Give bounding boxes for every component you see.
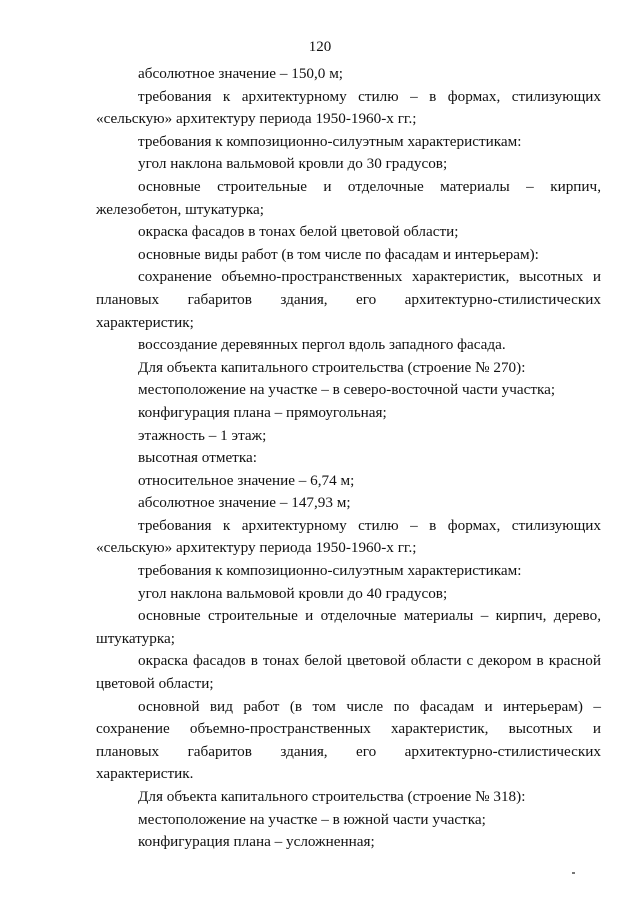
- paragraph: конфигурация плана – прямоугольная;: [138, 403, 387, 421]
- paragraph: местоположение на участке – в северо-восточной части участка;: [138, 381, 556, 399]
- paragraph: окраска фасадов в тонах белой цветовой области с декором в красной цветовой области;: [96, 652, 601, 693]
- paragraph: угол наклона вальмовой кровли до 30 градусов;: [138, 155, 448, 173]
- paragraph: требования к композиционно-силуэтным характеристикам:: [138, 132, 522, 150]
- paragraph: основные виды работ (в том числе по фасадам и интерьерам):: [138, 245, 539, 263]
- paragraph: местоположение на участке – в южной части участка;: [138, 810, 486, 828]
- paragraph: этажность – 1 этаж;: [138, 426, 267, 444]
- paragraph: Для объекта капитального строительства (строение № 318):: [138, 788, 526, 805]
- paragraph: окраска фасадов в тонах белой цветовой области;: [138, 223, 459, 241]
- page-number: 120: [308, 39, 332, 55]
- paragraph: Для объекта капитального строительства (строение № 270):: [138, 358, 526, 376]
- paragraph: воссоздание деревянных пергол вдоль западного фасада.: [138, 336, 506, 354]
- paragraph: абсолютное значение – 147,93 м;: [138, 494, 351, 512]
- paragraph: основной вид работ (в том числе по фасадам и интерьерам) – сохранение объемно-пространственных характеристик, высотных и плановых габаритов здания, его архитектурно-стилистических характеристик.: [96, 697, 601, 783]
- paragraph: конфигурация плана – усложненная;: [138, 833, 375, 851]
- paragraph: основные строительные и отделочные материалы – кирпич, дерево, штукатурка;: [96, 607, 601, 647]
- paragraph: высотная отметка:: [138, 449, 257, 467]
- document-body: [96, 63, 601, 854]
- paragraph: угол наклона вальмовой кровли до 40 градусов;: [138, 584, 448, 602]
- paragraph: основные строительные и отделочные материалы – кирпич, железобетон, штукатурка;: [96, 177, 601, 218]
- paragraph: требования к архитектурному стилю – в формах, стилизующих «сельскую» архитектуру периода 1950-1960-х гг.;: [96, 87, 601, 128]
- paragraph: сохранение объемно-пространственных характеристик, высотных и плановых габаритов здания, его архитектурно-стилистических характеристик;: [96, 268, 601, 331]
- scan-speck: [572, 872, 575, 874]
- paragraph: относительное значение – 6,74 м;: [138, 471, 355, 489]
- paragraph: требования к архитектурному стилю – в формах, стилизующих «сельскую» архитектуру периода 1950-1960-х гг.;: [96, 516, 601, 557]
- paragraph: абсолютное значение – 150,0 м;: [138, 65, 344, 82]
- paragraph: требования к композиционно-силуэтным характеристикам:: [138, 562, 522, 580]
